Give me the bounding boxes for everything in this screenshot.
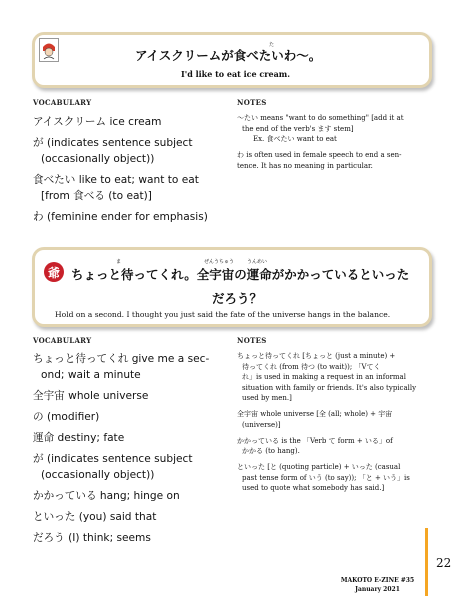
note-line: わ is often used in female speech to end a sen- [237,151,402,159]
vocab-item: (occasionally object)) [41,153,155,165]
vocab-item: の (modifier) [33,411,100,423]
sentence-2-translation: Hold on a second. I thought you just said the fate of the universe hangs in the balance. [55,310,391,319]
notes-list-1 [237,113,437,171]
vocab-item: 食べたい like to eat; want to eat [33,174,199,186]
note-line: かかっている is the 「Verb て form + いる」of [237,436,393,445]
note-line: past tense form of いう (to say)); 「と + いう」is [242,473,410,482]
issue-date: January 2021 [355,586,400,593]
note-line: situation with family or friends. It's also typically [242,383,417,392]
page-number: 22 [436,556,452,570]
magazine-name: MAKOTO E-ZINE #35 [340,577,415,584]
sentence-1-japanese: アイスクリームが食べたいわ〜。 [135,48,322,63]
note-line: tence. It has no meaning in particular. [237,161,373,170]
note-line: used by men.] [242,394,292,402]
vocab-item: 全宇宙 whole universe [33,390,149,402]
vocab-list-1 [33,114,233,225]
vocab-item: が (indicates sentence subject [33,137,193,149]
grandpa-badge-icon: 爺 [44,262,64,282]
notes-list-2 [237,351,437,494]
vocab-item: かかっている hang; hinge on [33,490,180,502]
note-line: 待ってくれ (from 待つ (to wait)); 「Vてく [242,362,381,371]
vocab-item: わ (feminine ender for emphasis) [33,211,208,223]
furigana-ma: ま [116,259,122,265]
sentence-2-japanese-line1: ちょっと待ってくれ。全宇宙の運命がかかっているといった [71,267,410,282]
note-line: used to quote what somebody has said.] [242,484,385,492]
vocab-item: [from 食べる (to eat)] [41,190,152,202]
vocab-item: だろう (I) think; seems [33,532,151,544]
character-avatar-icon [39,38,59,62]
vocab-list-2 [33,351,233,546]
sentence-2-japanese-line2: だろう？ [212,291,263,306]
notes-heading-1: NOTES [237,98,267,107]
note-line: 〜たい means "want to do something" [add it at [237,114,404,122]
note-line: かかる (to hang). [242,447,300,455]
note-line: れ」is used in making a request in an informal [242,373,406,381]
vocab-item: (occasionally object)) [41,469,155,481]
vocab-heading-1: VOCABULARY [33,98,92,107]
vocab-item: といった (you) said that [33,511,157,523]
furigana-unmei: うんめい [247,259,268,265]
vocab-heading-2: VOCABULARY [33,336,92,345]
furigana-ta: た [269,42,275,48]
vocab-item: ond; wait a minute [41,369,141,381]
vocab-item: が (indicates sentence subject [33,453,193,465]
vocab-item: アイスクリーム ice cream [33,116,162,128]
furigana-zenuchuu: ぜんうちゅう [204,259,235,265]
vocab-item: ちょっと待ってくれ give me a sec- [33,353,210,365]
note-line: (universe)] [242,420,281,429]
note-line: the end of the verb's ます stem] [242,124,354,133]
note-line: といった [と (quoting particle) + いった (casual [237,463,401,471]
sentence-1-translation: I'd like to eat ice cream. [181,69,291,79]
notes-heading-2: NOTES [237,336,267,345]
note-line: 全宇宙 whole universe [全 (all; whole) + 宇宙 [237,410,393,418]
footer-issue [330,576,425,594]
accent-bar [425,528,428,596]
note-line: Ex. 食べたい want to eat [253,135,337,143]
note-line: ちょっと待ってくれ [ちょっと (just a minute) + [237,352,396,360]
vocab-item: 運命 destiny; fate [33,432,125,444]
